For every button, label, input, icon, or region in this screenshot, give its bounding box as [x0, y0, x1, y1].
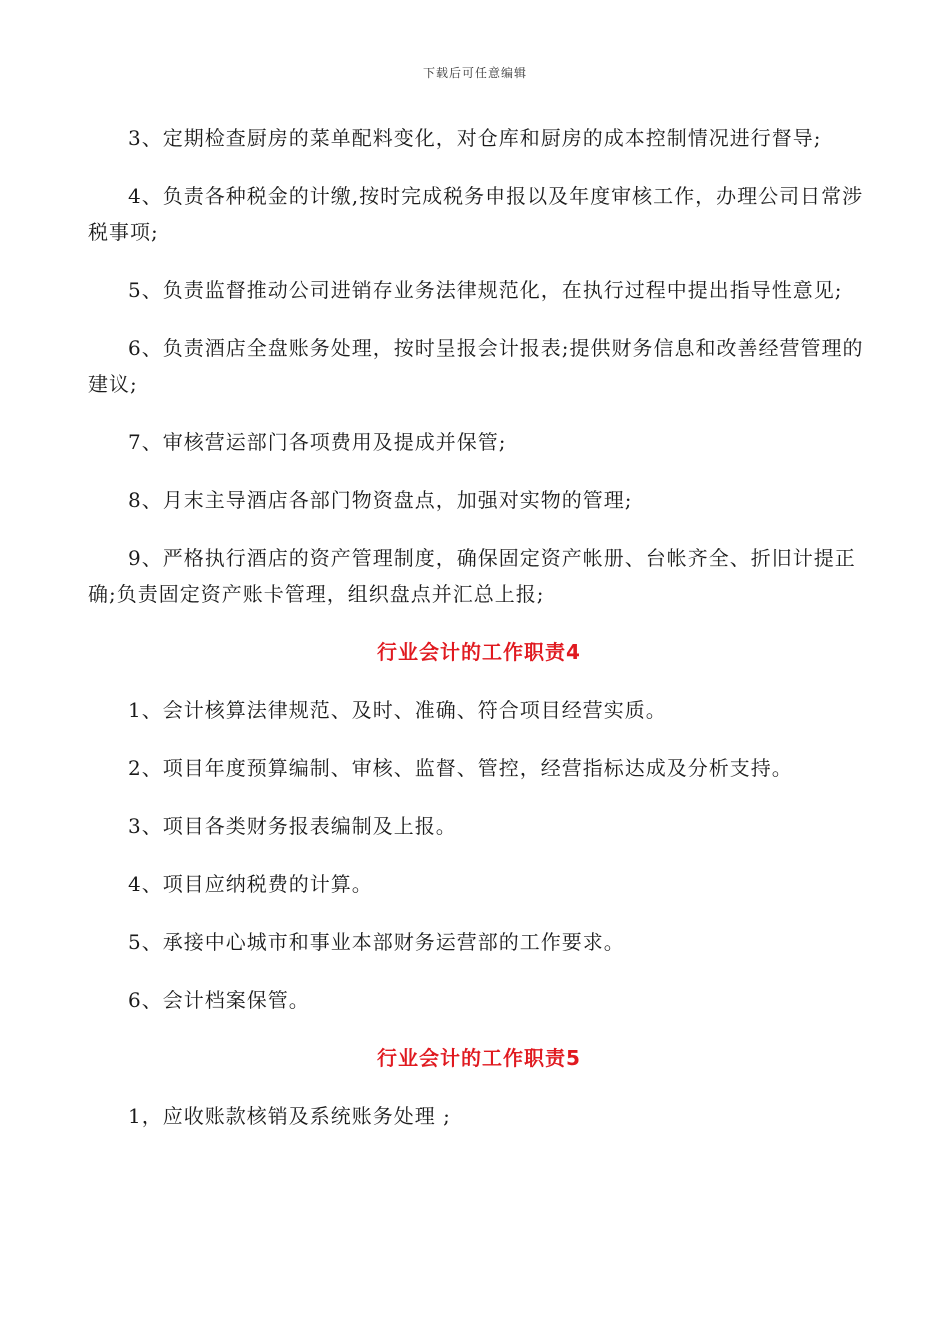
section-heading-4: 行业会计的工作职责4: [377, 640, 581, 664]
duty-item: 6、会计档案保管。: [128, 988, 310, 1012]
duty-item: 9、严格执行酒店的资产管理制度，确保固定资产帐册、台帐齐全、折旧计提正确;负责固定资产账卡管理，组织盘点并汇总上报;: [88, 546, 856, 606]
section-heading-5: 行业会计的工作职责5: [377, 1046, 581, 1070]
duty-item: 3、定期检查厨房的菜单配料变化，对仓库和厨房的成本控制情况进行督导;: [128, 126, 822, 150]
duty-item: 5、承接中心城市和事业本部财务运营部的工作要求。: [128, 930, 625, 954]
duty-item: 1、会计核算法律规范、及时、准确、符合项目经营实质。: [128, 698, 667, 722]
duty-item: 1，应收账款核销及系统账务处理 ;: [128, 1104, 451, 1128]
duty-item: 5、负责监督推动公司进销存业务法律规范化，在执行过程中提出指导性意见;: [128, 278, 843, 302]
duty-item: 8、月末主导酒店各部门物资盘点，加强对实物的管理;: [128, 488, 633, 512]
duty-item: 6、负责酒店全盘账务处理，按时呈报会计报表;提供财务信息和改善经营管理的建议;: [88, 336, 864, 396]
duty-item: 3、项目各类财务报表编制及上报。: [128, 814, 457, 838]
duty-item: 4、项目应纳税费的计算。: [128, 872, 373, 896]
duty-item: 7、审核营运部门各项费用及提成并保管;: [128, 430, 507, 454]
duty-item: 2、项目年度预算编制、审核、监督、管控，经营指标达成及分析支持。: [128, 756, 793, 780]
document-body: [88, 120, 870, 1156]
header-note: 下载后可任意编辑: [422, 66, 527, 80]
duty-item: 4、负责各种税金的计缴,按时完成税务申报以及年度审核工作，办理公司日常涉税事项;: [88, 184, 864, 244]
